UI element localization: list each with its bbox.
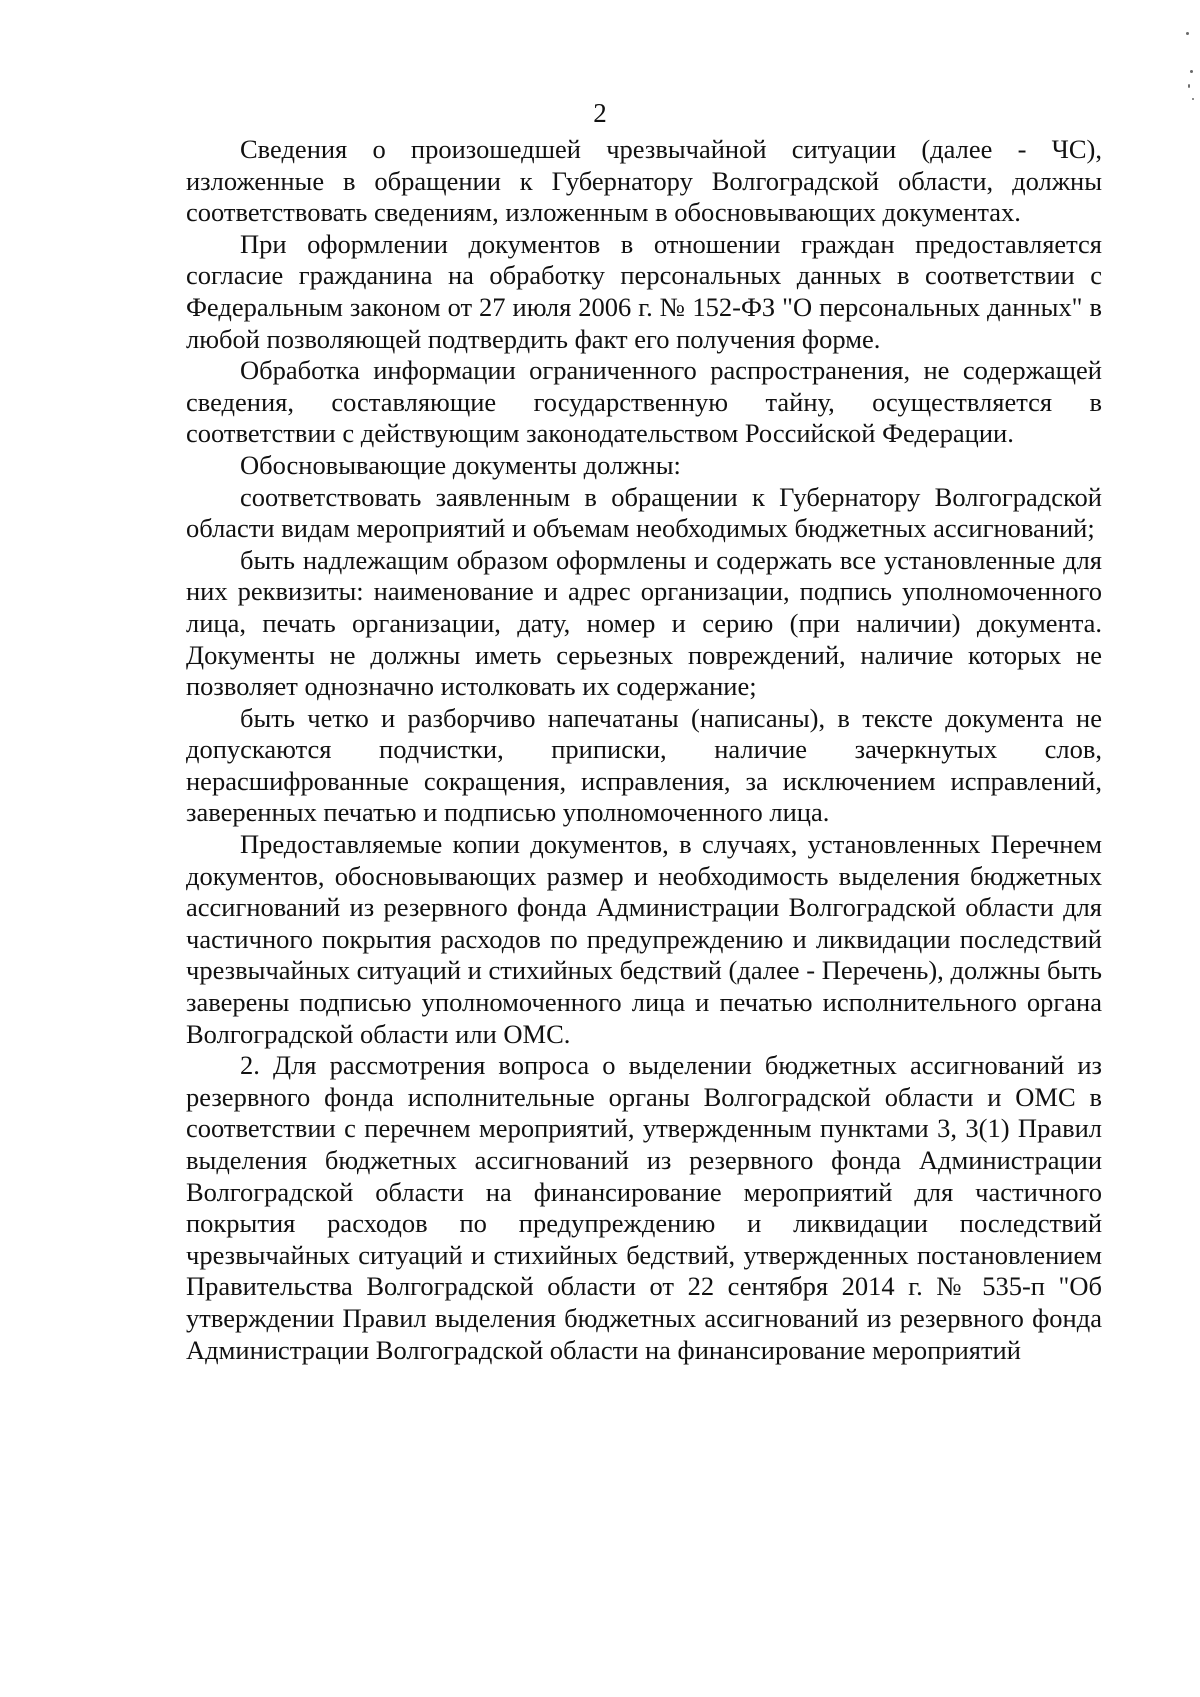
paragraph-requirement-formatted: быть надлежащим образом оформлены и содержать все установленные для них реквизиты: наименование и адрес организации, подпись уполномоченного лица, печать организации, дату, номер и серию (при наличии) документа. Документы не должны иметь серьезных повреждений, наличие которых не позволяет однозначно истолковать их содержание; xyxy=(186,544,1102,702)
paragraph-emergency-info: Сведения о произошедшей чрезвычайной ситуации (далее - ЧС), изложенные в обращении к Губернатору Волгоградской области, должны соответствовать сведениям, изложенным в обосновывающих документах. xyxy=(186,134,1102,228)
paragraph-copies-certification: Предоставляемые копии документов, в случаях, установленных Перечнем документов, обосновывающих размер и необходимость выделения бюджетных ассигнований из резервного фонда Администрации Волгоградской области для частичного покрытия расходов по предупреждению и ликвидации последствий чрезвычайных ситуаций и стихийных бедствий (далее - Перечень), должны быть заверены подписью уполномоченного лица и печатью исполнительного органа Волгоградской области или ОМС. xyxy=(186,829,1102,1049)
paragraph-requirement-legible: быть четко и разборчиво напечатаны (написаны), в тексте документа не допускаются подчистки, приписки, наличие зачеркнутых слов, нерасшифрованные сокращения, исправления, за исключением исправлений, заверенных печатью и подписью уполномоченного лица. xyxy=(186,702,1102,828)
scan-speck xyxy=(1190,70,1193,73)
document-body xyxy=(186,134,1102,1366)
paragraph-requirement-correspond: соответствовать заявленным в обращении к Губернатору Волгоградской области видам мероприятий и объемам необходимых бюджетных ассигнований; xyxy=(186,481,1102,544)
paragraph-personal-data-consent: При оформлении документов в отношении граждан предоставляется согласие гражданина на обработку персональных данных в соответствии с Федеральным законом от 27 июля 2006 г. № 152-ФЗ "О персональных данных" в любой позволяющей подтвердить факт его получения форме. xyxy=(186,228,1102,354)
paragraph-restricted-information: Обработка информации ограниченного распространения, не содержащей сведения, составляющие государственную тайну, осуществляется в соответствии с действующим законодательством Российской Федерации. xyxy=(186,355,1102,449)
paragraph-documents-requirements-intro: Обосновывающие документы должны: xyxy=(240,449,681,480)
scan-speck xyxy=(1192,98,1194,100)
scan-speck xyxy=(1186,32,1189,35)
scan-speck xyxy=(1188,84,1190,88)
paragraph-section-2: 2. Для рассмотрения вопроса о выделении бюджетных ассигнований из резервного фонда исполнительные органы Волгоградской области и ОМС в соответствии с перечнем мероприятий, утвержденным пунктами 3, 3(1) Правил выделения бюджетных ассигнований из резервного фонда Администрации Волгоградской области на финансирование мероприятий для частичного покрытия расходов по предупреждению и ликвидации последствий чрезвычайных ситуаций и стихийных бедствий, утвержденных постановлением Правительства Волгоградской области от 22 сентября 2014 г. № 535-п "Об утверждении Правил выделения бюджетных ассигнований из резервного фонда Администрации Волгоградской области на финансирование мероприятий xyxy=(186,1050,1102,1365)
page-number: 2 xyxy=(593,98,607,128)
